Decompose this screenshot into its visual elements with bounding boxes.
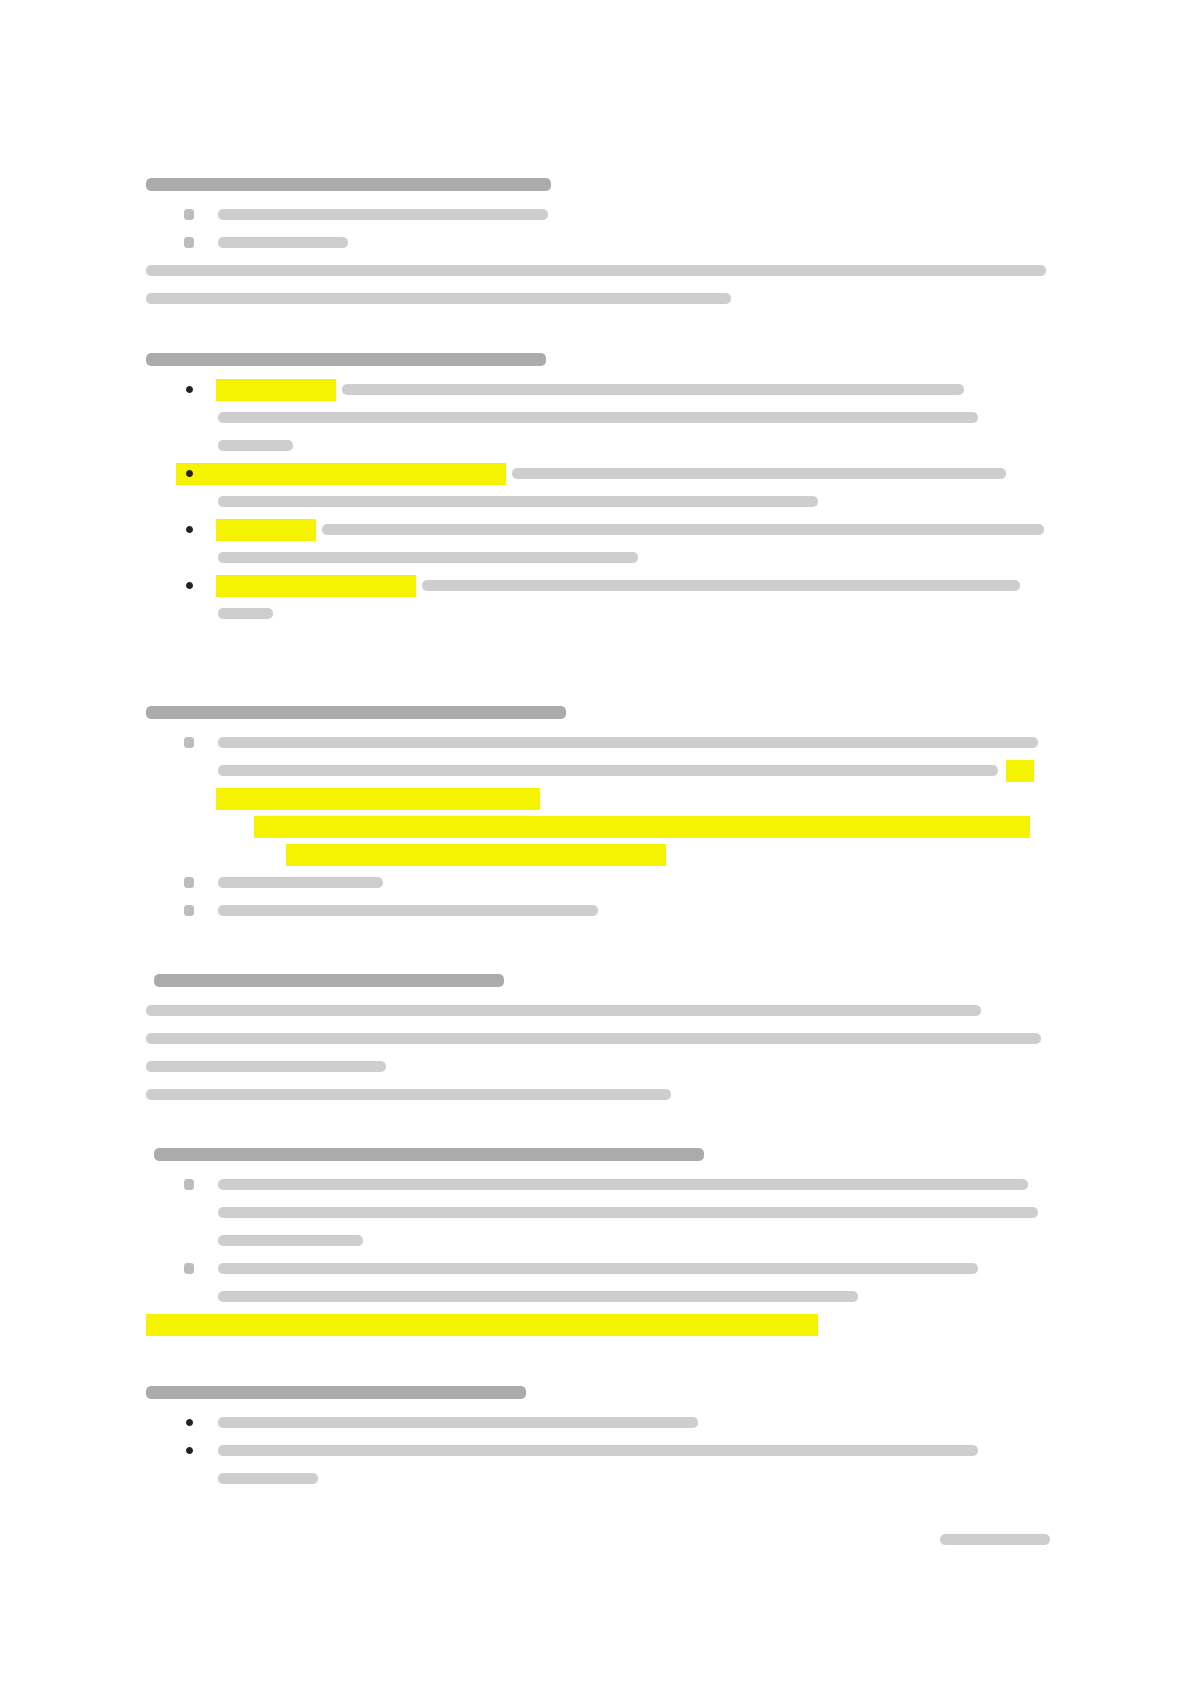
- section-1: [146, 170, 1046, 312]
- list-item-continued: [146, 1198, 1046, 1226]
- list-item: [146, 868, 1046, 896]
- highlight-mark: [216, 519, 316, 541]
- section-heading: [146, 698, 1046, 728]
- paragraph-line: [146, 1024, 1046, 1052]
- list-item: [146, 924, 1046, 952]
- sub-list-item: [146, 812, 1046, 840]
- list-item-continued: [146, 599, 1046, 627]
- section-heading: [146, 170, 1046, 200]
- highlight-mark: [1006, 760, 1034, 782]
- sub-list-item-continued: [146, 840, 1046, 868]
- list-item: [146, 200, 1046, 228]
- list-item: [146, 459, 1046, 487]
- paragraph-line: [146, 1338, 1046, 1366]
- footer-date: [940, 1525, 1050, 1553]
- list-item-continued: [146, 756, 1046, 784]
- list-item: [146, 896, 1046, 924]
- paragraph-line: [146, 1052, 1046, 1080]
- highlight-mark: [176, 463, 506, 485]
- list-item: [146, 1254, 1046, 1282]
- section-5: [146, 1140, 1046, 1366]
- list-item-continued: [146, 403, 1046, 431]
- list-item-continued: [146, 487, 1046, 515]
- list-item: [146, 375, 1046, 403]
- highlight-mark: [286, 844, 666, 866]
- list-item: [146, 515, 1046, 543]
- highlight-mark: [216, 575, 416, 597]
- list-item-continued: [146, 543, 1046, 571]
- paragraph-line: [146, 284, 1046, 312]
- paragraph-line: [146, 1080, 1046, 1108]
- list-item-continued: [146, 1464, 1046, 1492]
- section-heading: [146, 1378, 1046, 1408]
- list-item: [146, 1408, 1046, 1436]
- section-heading: [146, 966, 1046, 996]
- section-3: [146, 698, 1046, 952]
- highlight-mark: [146, 1314, 818, 1336]
- list-item: [146, 228, 1046, 256]
- list-item: [146, 1436, 1046, 1464]
- highlight-mark: [254, 816, 1030, 838]
- paragraph-line: [146, 996, 1046, 1024]
- section-4: [146, 966, 1046, 1108]
- paragraph-line: [146, 1310, 1046, 1338]
- section-6: [146, 1378, 1046, 1492]
- section-2: [146, 345, 1046, 627]
- list-item: [146, 728, 1046, 756]
- list-item-continued: [146, 784, 1046, 812]
- list-item-continued: [146, 1282, 1046, 1310]
- list-item-continued: [146, 1226, 1046, 1254]
- list-item-continued: [146, 431, 1046, 459]
- highlight-mark: [216, 379, 336, 401]
- list-item: [146, 1170, 1046, 1198]
- section-heading: [146, 1140, 1046, 1170]
- paragraph-line: [146, 256, 1046, 284]
- section-heading: [146, 345, 1046, 375]
- list-item: [146, 571, 1046, 599]
- highlight-mark: [216, 788, 540, 810]
